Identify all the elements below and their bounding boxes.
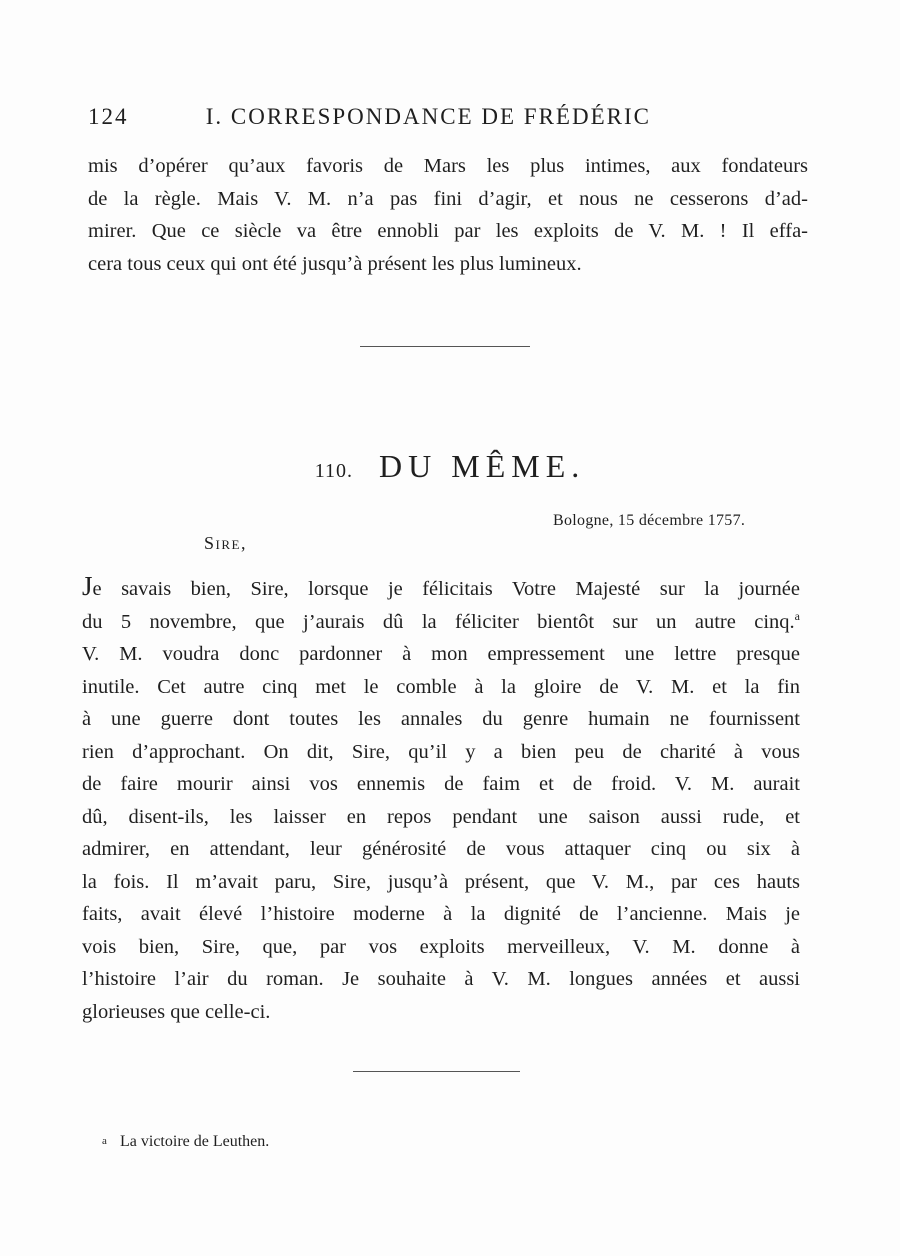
text-line: glorieuses que celle-ci. [82,1000,271,1023]
running-title: I. CORRESPONDANCE DE FRÉDÉRIC [205,104,651,129]
text-line: l’histoire l’air du roman. Je souhaite à V. M. longues années et aussi [82,968,800,990]
second-line-text: du 5 novembre, que j’aurais dû la féliciter bientôt sur un autre cinq. [82,610,795,633]
text-line: de faire mourir ainsi vos ennemis de faim et de froid. V. M. aurait [82,773,800,795]
footnote [102,1133,269,1151]
text-line: admirer, en attendant, leur générosité de vous attaquer cinq ou six à [82,838,800,860]
letter-heading [0,448,900,485]
previous-letter-ending [88,150,808,280]
letter-body [82,573,800,1028]
text-line: dû, disent-ils, les laisser en repos pendant une saison aussi rude, et [82,805,800,828]
section-divider [353,1071,520,1072]
text-line: rien d’approchant. On dit, Sire, qu’il y a bien peu de charité à vous [82,740,800,763]
text-line: la fois. Il m’avait paru, Sire, jusqu’à présent, que V. M., par ces hauts [82,870,800,893]
text-line: de la règle. Mais V. M. n’a pas fini d’agir, et nous ne cesserons d’ad- [88,187,808,210]
text-line: V. M. voudra donc pardonner à mon empressement une lettre presque [82,643,800,665]
letter-title: DU MÊME. [379,448,586,484]
footnote-marker: a [102,1135,107,1147]
drop-cap: J [82,571,93,601]
section-divider [360,346,530,347]
text-line [82,606,800,639]
footnote-text: La victoire de Leuthen. [120,1133,270,1150]
text-line [82,573,800,606]
text-line: inutile. Cet autre cinq met le comble à la gloire de V. M. et la fin [82,675,800,698]
salutation: Sire, [204,533,247,553]
place-date: Bologne, 15 décembre 1757. [553,512,746,529]
running-header [88,104,708,138]
footnote-reference[interactable]: a [794,608,800,623]
text-line: cera tous ceux qui ont été jusqu’à présent les plus lumineux. [88,252,582,275]
letter-number: 110. [314,460,354,482]
text-line: mirer. Que ce siècle va être ennobli par les exploits de V. M. ! Il effa- [88,220,808,242]
first-line-text: e savais bien, Sire, lorsque je félicitais Votre Majesté sur la journée [92,578,800,600]
page-number: 124 [88,104,129,129]
text-line: à une guerre dont toutes les annales du genre humain ne fournissent [82,708,800,730]
text-line: vois bien, Sire, que, par vos exploits merveilleux, V. M. donne à [82,935,800,958]
text-line: faits, avait élevé l’histoire moderne à la dignité de l’ancienne. Mais je [82,903,800,925]
text-line: mis d’opérer qu’aux favoris de Mars les plus intimes, aux fondateurs [88,155,808,177]
